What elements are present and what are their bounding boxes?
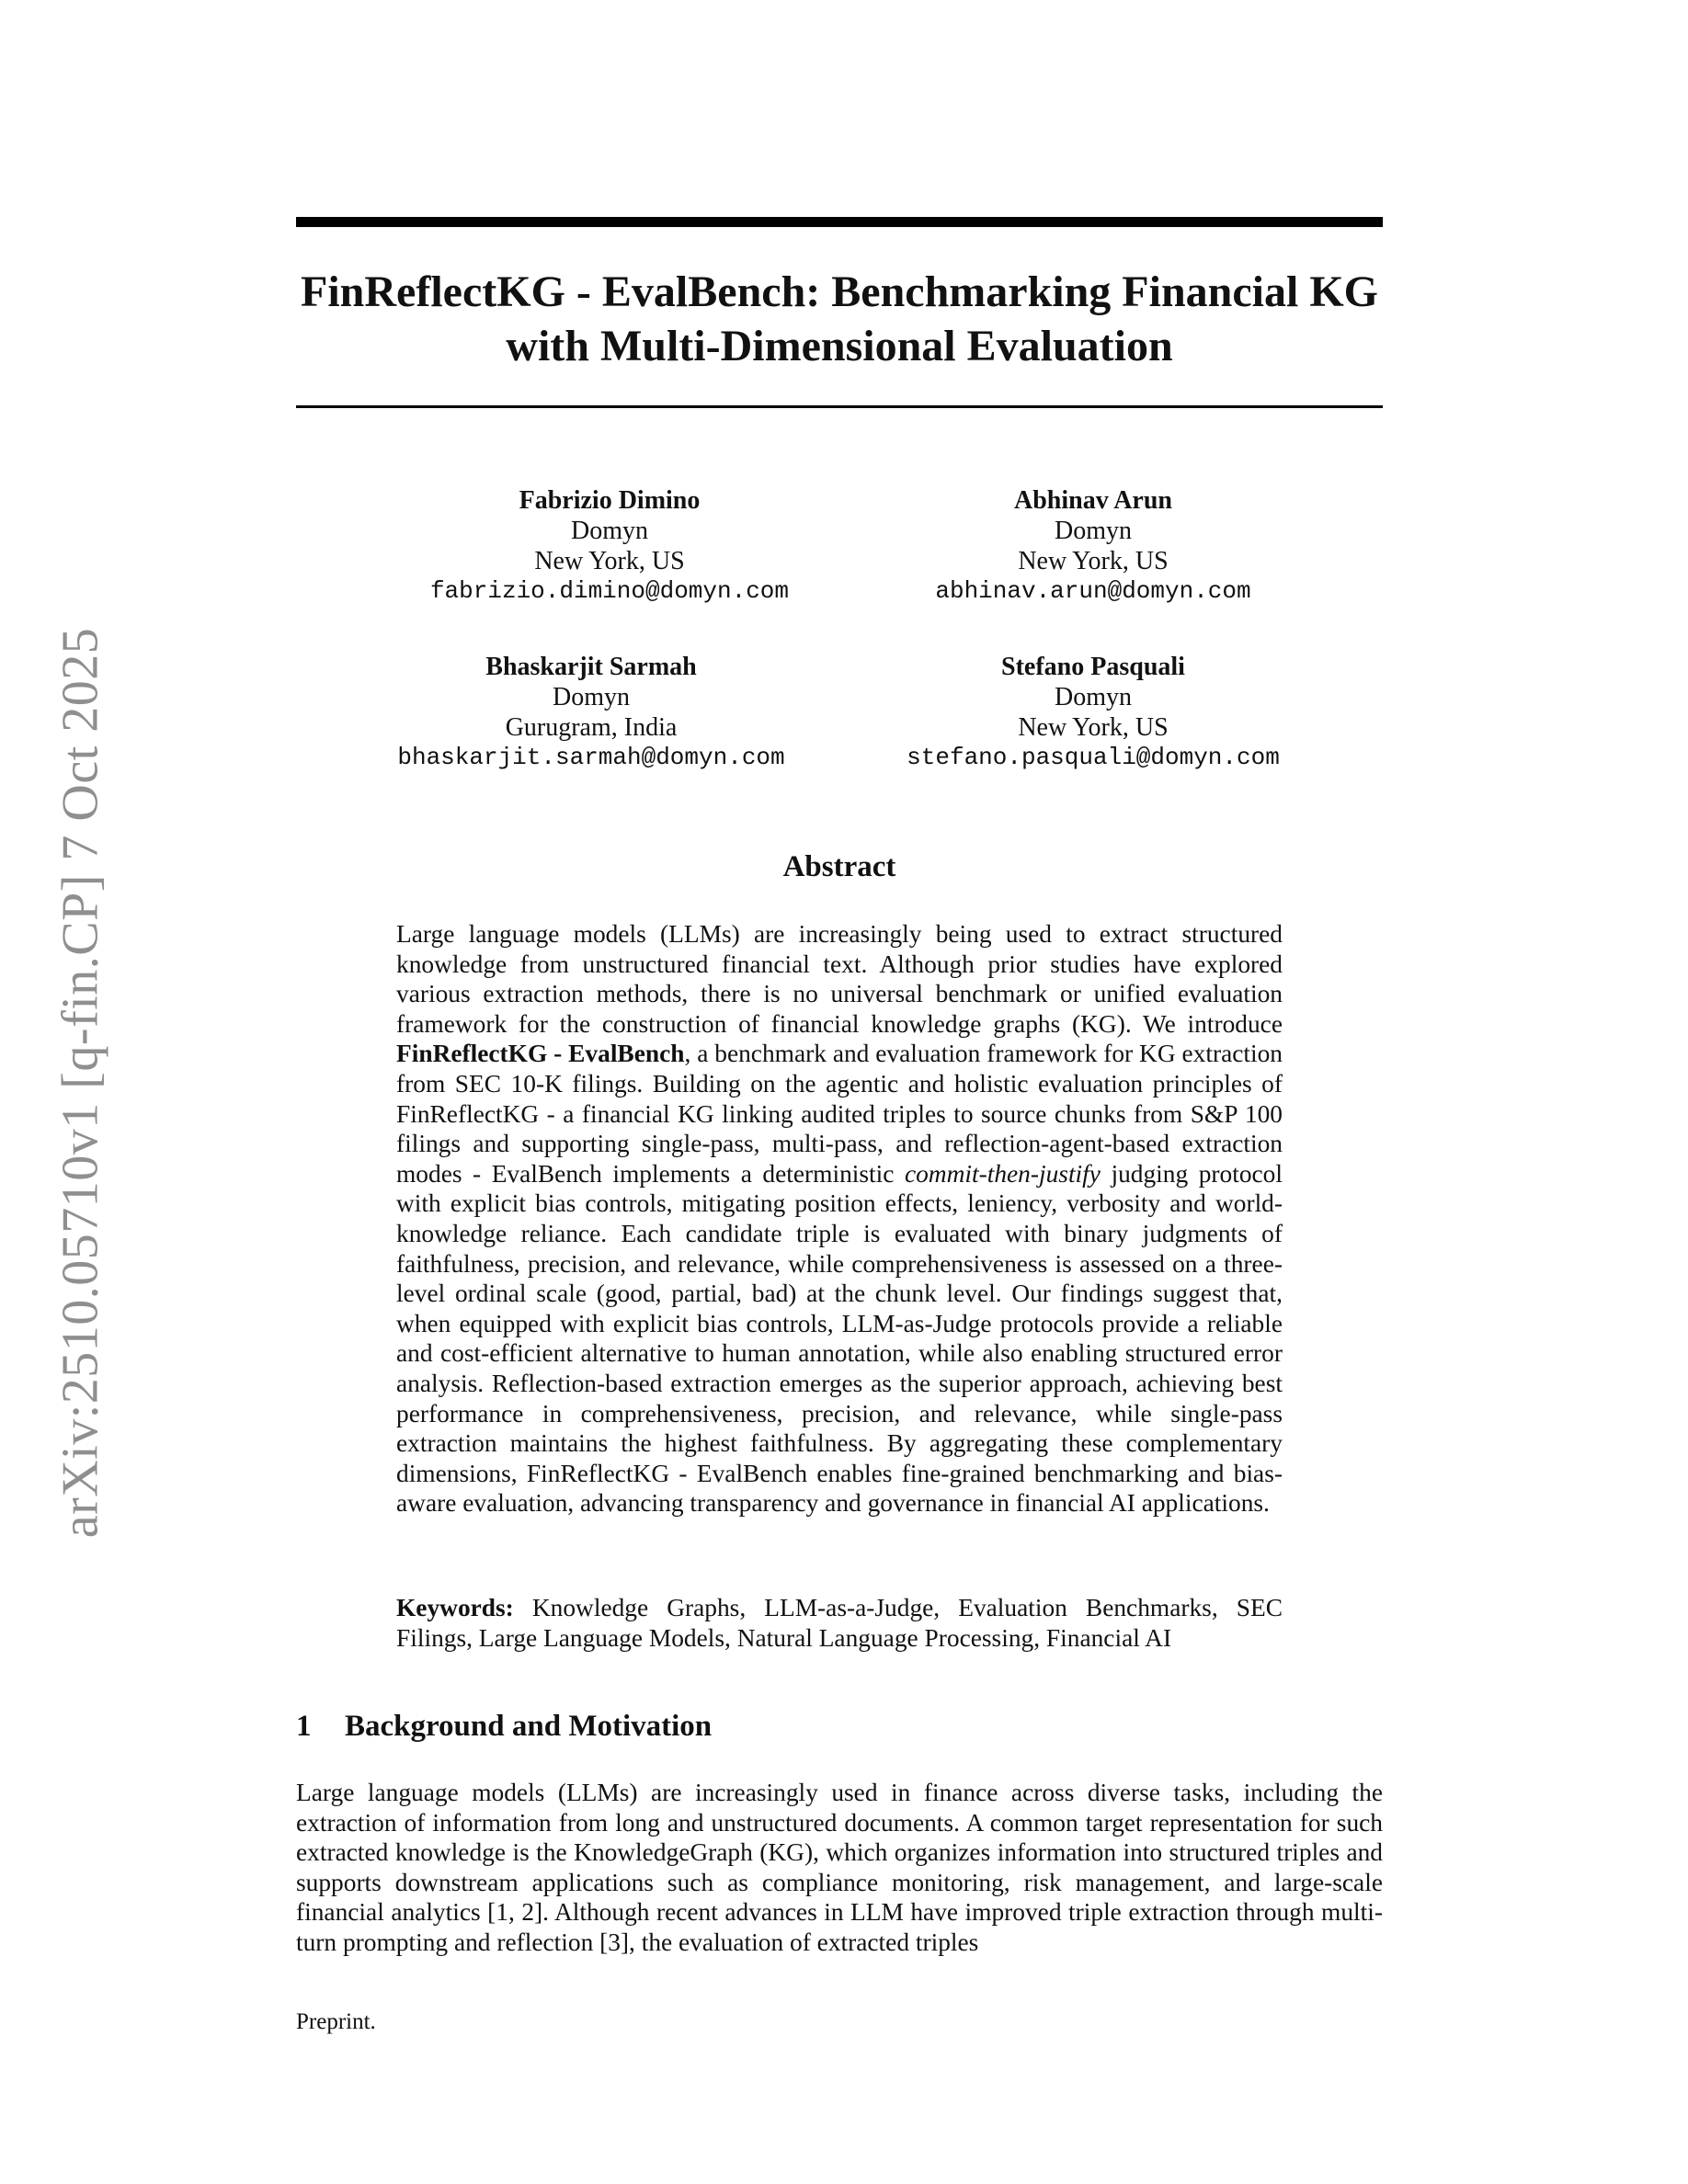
abstract-heading: Abstract bbox=[782, 850, 896, 883]
abstract-part-1: Large language models (LLMs) are increasingly being used to extract structured knowledge from unstructured financial text. Although prior studies have explored various extraction methods, there is no universal benchmark or unified evaluation framework for the construction of financial knowledge graphs (KG). We introduce bbox=[396, 920, 1283, 1038]
author-name: Bhaskarjit Sarmah bbox=[485, 653, 697, 681]
author-affiliation: Domyn bbox=[1055, 683, 1132, 711]
keywords-text: Knowledge Graphs, LLM-as-a-Judge, Evaluation Benchmarks, SEC Filings, Large Language Models, Natural Language Processing, Financial AI bbox=[396, 1594, 1283, 1652]
author-email[interactable]: fabrizio.dimino@domyn.com bbox=[429, 577, 790, 605]
keywords bbox=[396, 1593, 1283, 1653]
footer-note: Preprint. bbox=[296, 2009, 376, 2034]
author-affiliation: Domyn bbox=[1055, 517, 1132, 545]
author-block bbox=[352, 485, 867, 607]
abstract-part-2: , a benchmark and evaluation framework for KG extraction from SEC 10-K filings. Building on the agentic and holistic evaluation principles of FinReflectKG - a financial KG linking audited triples to source chunks from S&P 100 filings and supporting single-pass, multi-pass, and reflection-agent-based extraction modes - EvalBench implements a deterministic bbox=[396, 1040, 1283, 1188]
author-email[interactable]: stefano.pasquali@domyn.com bbox=[907, 744, 1280, 771]
arxiv-identifier: arXiv:2510.05710v1 [q-fin.CP] 7 Oct 2025 bbox=[51, 627, 109, 1538]
arxiv-side-stamp bbox=[48, 588, 112, 1576]
author-location: New York, US bbox=[1018, 547, 1169, 575]
author-email[interactable]: bhaskarjit.sarmah@domyn.com bbox=[397, 744, 785, 771]
section-title: Background and Motivation bbox=[345, 1710, 713, 1743]
author-block bbox=[836, 652, 1351, 773]
author-name: Abhinav Arun bbox=[1014, 486, 1172, 515]
author-affiliation: Domyn bbox=[553, 683, 630, 711]
abstract-part-3: judging protocol with explicit bias controls, mitigating position effects, leniency, verbosity and world-knowledge reliance. Each candidate triple is evaluated with binary judgments of faithfulness, precision, and relevance, while comprehensiveness is assessed on a three-level ordinal scale (good, partial, bad) at the chunk level. Our findings suggest that, when equipped with explicit bias controls, LLM-as-Judge protocols provide a reliable and cost-efficient alternative to human annotation, while also enabling structured error analysis. Reflection-based extraction emerges as the superior approach, achieving best performance in comprehensiveness, precision, and relevance, while single-pass extraction maintains the highest faithfulness. By aggregating these complementary dimensions, FinReflectKG - EvalBench enables fine-grained benchmarking and bias-aware evaluation, advancing transparency and governance in financial AI applications. bbox=[396, 1159, 1283, 1518]
abstract-text bbox=[396, 919, 1283, 1519]
author-location: New York, US bbox=[1018, 713, 1169, 742]
section-body-text: Large language models (LLMs) are increasingly used in finance across diverse tasks, including the extraction of information from long and unstructured documents. A common target representation for such extracted knowledge is the KnowledgeGraph (KG), which organizes information into structured triples and supports downstream applications such as compliance monitoring, risk management, and large-scale financial analytics [1, 2]. Although recent advances in LLM have improved triple extraction through multi-turn prompting and reflection [3], the evaluation of extracted triples bbox=[296, 1779, 1383, 1956]
abstract-benchmark-name: FinReflectKG - EvalBench bbox=[396, 1040, 685, 1068]
author-name: Fabrizio Dimino bbox=[519, 486, 701, 515]
abstract-italic-term: commit-then-justify bbox=[904, 1159, 1101, 1188]
author-affiliation: Domyn bbox=[571, 517, 648, 545]
author-email[interactable]: abhinav.arun@domyn.com bbox=[935, 577, 1251, 605]
title-top-rule bbox=[296, 217, 1383, 227]
author-location: Gurugram, India bbox=[505, 713, 678, 742]
author-name: Stefano Pasquali bbox=[1001, 653, 1185, 681]
keywords-label: Keywords: bbox=[396, 1594, 514, 1621]
author-location: New York, US bbox=[534, 547, 685, 575]
paper-title: FinReflectKG - EvalBench: Benchmarking Financial KG with Multi-Dimensional Evaluation bbox=[301, 267, 1378, 370]
section-number: 1 bbox=[296, 1710, 312, 1743]
section-heading bbox=[296, 1710, 712, 1744]
author-block bbox=[334, 652, 849, 773]
author-block bbox=[836, 485, 1351, 607]
title-bottom-rule bbox=[296, 405, 1383, 408]
